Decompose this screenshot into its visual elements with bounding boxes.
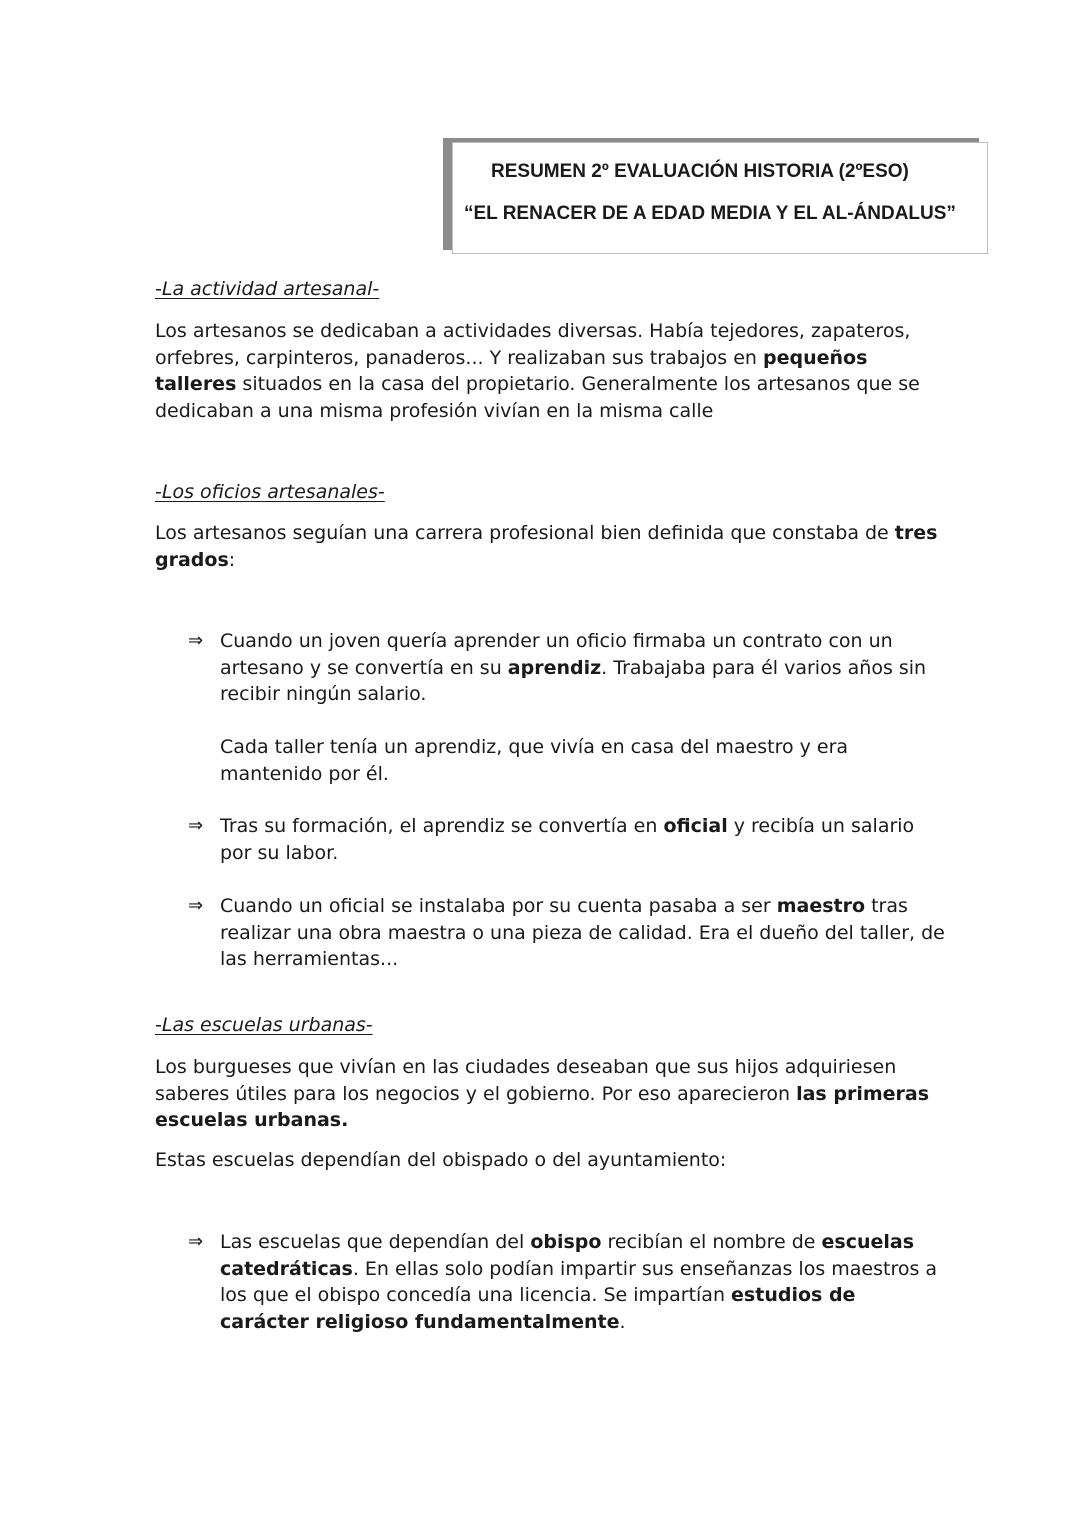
bold-text: obispo [530, 1231, 602, 1253]
text: Cuando un oficial se instalaba por su cuenta pasaba a ser [220, 895, 777, 917]
text: Los artesanos seguían una carrera profesional bien definida que constaba de [155, 522, 895, 544]
arrow-icon: ⇒ [188, 815, 204, 836]
text: tras realizar una obra maestra o una pieza de calidad. Era el dueño del taller, de las herramientas... [220, 895, 945, 970]
list-item-text [220, 1229, 948, 1335]
section-heading-actividad: -La actividad artesanal- [155, 278, 380, 300]
list-item-text [220, 893, 948, 973]
bold-text: estudios de carácter religioso fundamentalmente [220, 1284, 856, 1333]
text: : [228, 548, 236, 571]
text: . En ellas solo podían impartir sus enseñanzas los maestros a los que el obispo concedía una licencia. Se impartían [220, 1257, 938, 1306]
list-item-aprendiz [188, 628, 948, 708]
section-heading-oficios: -Los oficios artesanales- [155, 481, 385, 503]
title-line-1: RESUMEN 2º EVALUACIÓN HISTORIA (2ºESO) [491, 161, 909, 182]
bold-text: aprendiz [507, 656, 602, 679]
paragraph-oficios [155, 520, 945, 573]
text: Cuando un joven quería aprender un oficio firmaba un contrato con un artesano y se convertía en su [220, 630, 893, 679]
list-item-text [220, 813, 948, 866]
bold-text: maestro [776, 895, 866, 917]
text: Los burgueses que vivían en las ciudades deseaban que sus hijos adquiriesen saberes útiles para los negocios y el gobierno. Por eso aparecieron [155, 1056, 897, 1105]
sub-paragraph-aprendiz: Cada taller tenía un aprendiz, que vivía en casa del maestro y era mantenido por él. [220, 736, 849, 785]
text: . [619, 1310, 626, 1333]
arrow-icon: ⇒ [188, 630, 204, 651]
text: situados en la casa del propietario. Generalmente los artesanos que se dedicaban a una misma profesión vivían en la misma calle [155, 373, 920, 422]
list-item-oficial [188, 813, 948, 866]
paragraph-actividad [155, 318, 945, 424]
text: Tras su formación, el aprendiz se convertía en [220, 815, 664, 837]
text: y recibía un salario por su labor. [220, 815, 915, 864]
bold-text: pequeños talleres [155, 346, 868, 395]
title-line-2: “EL RENACER DE A EDAD MEDIA Y EL AL-ÁNDALUS” [464, 203, 956, 224]
arrow-icon: ⇒ [188, 1231, 204, 1252]
arrow-icon: ⇒ [188, 895, 204, 916]
text: . Trabajaba para él varios años sin recibir ningún salario. [220, 656, 927, 705]
text: Los artesanos se dedicaban a actividades diversas. Había tejedores, zapateros, orfebres, carpinteros, panaderos... Y realizaban sus trabajos en [155, 320, 911, 369]
list-item-text [220, 628, 948, 708]
bold-text: las primeras escuelas urbanas. [155, 1082, 930, 1131]
text: Las escuelas que dependían del [220, 1231, 531, 1253]
text: recibían el nombre de [601, 1231, 822, 1253]
title-box [452, 142, 988, 254]
section-heading-escuelas: -Las escuelas urbanas- [155, 1014, 373, 1036]
paragraph-escuelas [155, 1054, 945, 1134]
bold-text: escuelas catedráticas [220, 1231, 915, 1280]
bold-text: tres grados [155, 522, 938, 571]
paragraph-escuelas-dependencia: Estas escuelas dependían del obispado o del ayuntamiento: [155, 1149, 727, 1171]
list-item-maestro [188, 893, 948, 973]
bold-text: oficial [663, 815, 728, 837]
list-item-obispo [188, 1229, 948, 1335]
